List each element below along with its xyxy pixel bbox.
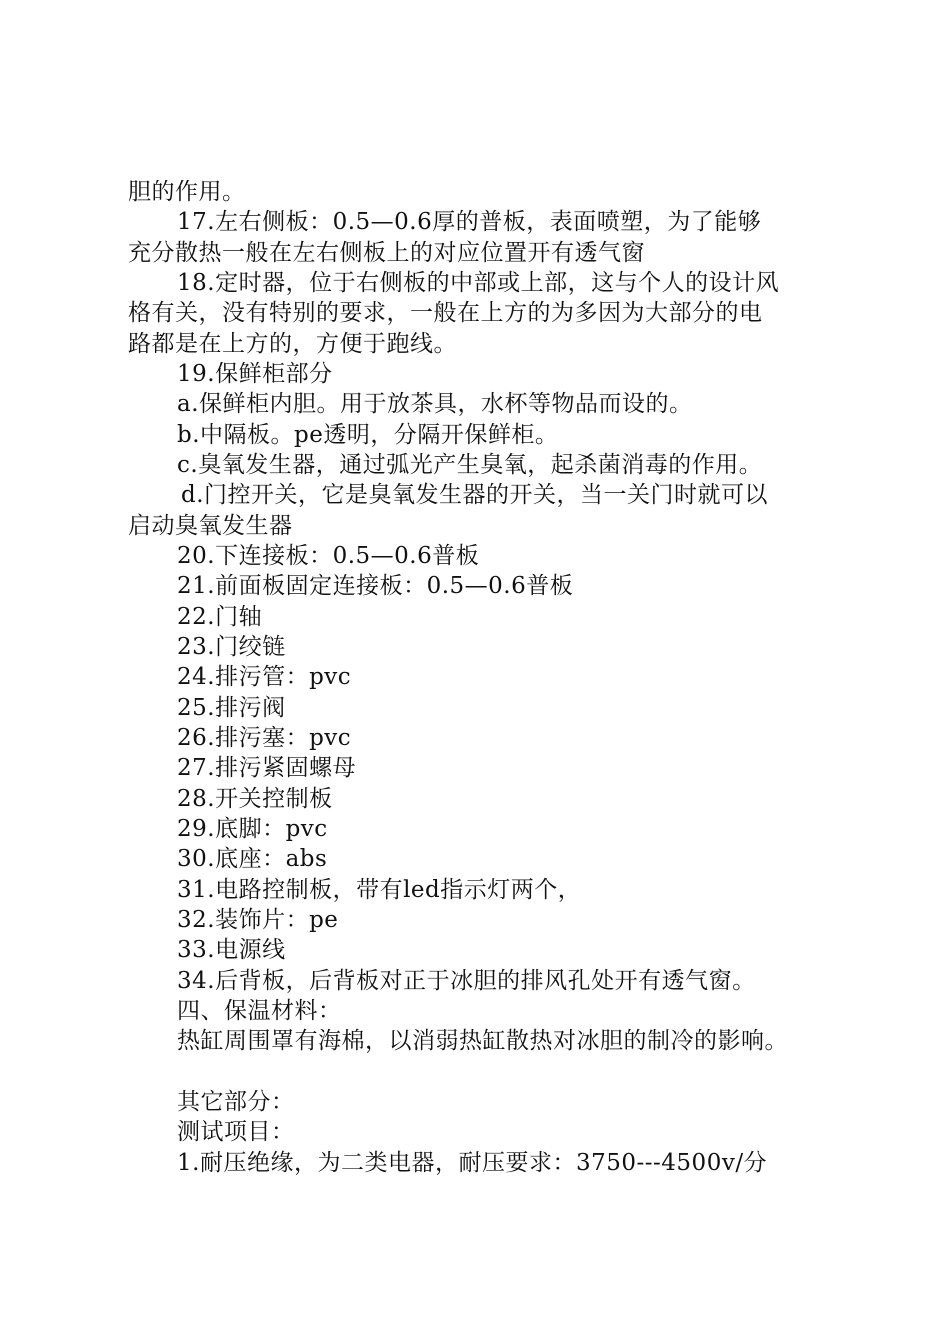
text-line: 28.开关控制板 bbox=[177, 786, 333, 812]
text-line: 启动臭氧发生器 bbox=[128, 513, 293, 539]
text-line: 26.排污塞：pvc bbox=[177, 725, 352, 751]
text-line: b.中隔板。pe透明，分隔开保鲜柜。 bbox=[177, 422, 559, 448]
text-line: 19.保鲜柜部分 bbox=[177, 361, 333, 387]
text-line: 热缸周围罩有海棉，以消弱热缸散热对冰胆的制冷的影响。 bbox=[177, 1028, 788, 1054]
text-line: 30.底座：abs bbox=[177, 846, 328, 872]
text-line: 23.门绞链 bbox=[177, 634, 286, 660]
text-line: 1.耐压绝缘，为二类电器，耐压要求：3750---4500v/分 bbox=[177, 1150, 768, 1176]
text-line: c.臭氧发生器，通过弧光产生臭氧，起杀菌消毒的作用。 bbox=[177, 452, 763, 478]
text-line: 20.下连接板：0.5—0.6普板 bbox=[177, 543, 480, 569]
text-line: 充分散热一般在左右侧板上的对应位置开有透气窗 bbox=[128, 240, 645, 266]
text-line: 32.装饰片：pe bbox=[177, 907, 339, 933]
section-heading: 其它部分： bbox=[177, 1089, 295, 1115]
text-line: 格有关，没有特别的要求，一般在上方的为多因为大部分的电 bbox=[128, 300, 763, 326]
section-heading: 四、保温材料： bbox=[177, 998, 342, 1024]
text-line: 17.左右侧板：0.5—0.6厚的普板，表面喷塑，为了能够 bbox=[177, 209, 762, 235]
text-line: 22.门轴 bbox=[177, 604, 263, 630]
text-line: a.保鲜柜内胆。用于放茶具，水杯等物品而设的。 bbox=[177, 391, 693, 417]
text-line: 29.底脚：pvc bbox=[177, 816, 328, 842]
text-line: 21.前面板固定连接板：0.5—0.6普板 bbox=[177, 573, 574, 599]
section-heading: 测试项目： bbox=[177, 1119, 295, 1145]
text-line: 27.排污紧固螺母 bbox=[177, 755, 357, 781]
text-line: 31.电路控制板，带有led指示灯两个， bbox=[177, 877, 582, 903]
text-line: 胆的作用。 bbox=[128, 179, 246, 205]
text-line: 34.后背板，后背板对正于冰胆的排风孔处开有透气窗。 bbox=[177, 968, 756, 994]
text-line: 25.排污阀 bbox=[177, 695, 286, 721]
text-line: 24.排污管：pvc bbox=[177, 664, 352, 690]
text-line: 路都是在上方的，方便于跑线。 bbox=[128, 331, 457, 357]
text-line: 33.电源线 bbox=[177, 937, 286, 963]
text-line: d.门控开关，它是臭氧发生器的开关，当一关门时就可以 bbox=[181, 482, 769, 508]
text-line: 18.定时器，位于右侧板的中部或上部，这与个人的设计风 bbox=[177, 270, 780, 296]
